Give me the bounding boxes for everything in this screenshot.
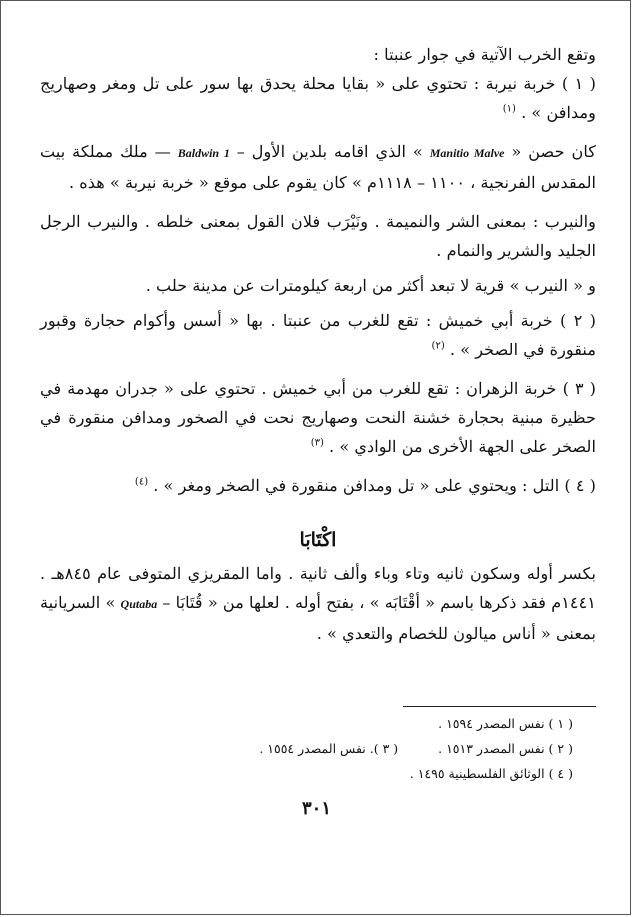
section-part-2: » السريانية بمعنى « أناس ميالون للخصام والتعدي » . — [40, 593, 596, 643]
footnote-row-3 — [173, 761, 573, 786]
footnote-4: ( ٤ ) الوثائق الفلسطينية ١٤٩٥ . — [409, 766, 573, 781]
footnote-ref-2: (٢) — [431, 340, 445, 352]
entry-1 — [40, 69, 596, 127]
footnote-3: ( ٣ ). نفس المصدر ١٥٥٤ . — [259, 741, 399, 756]
entry-3-text: ( ٣ ) خربة الزهران : تقع للغرب من أبي خميش . تحتوي على « جدران مهدمة في حظيرة مبنية بحجارة خشنة النحت وصهاريج نحت في الصخور ومدافن منقورة في الصخر على الجهة الأخرى من الوادي » . — [40, 379, 596, 456]
entry-3 — [40, 374, 596, 461]
entry-2 — [40, 306, 596, 364]
nayrab-meaning: والنيرب : بمعنى الشر والنميمة . ونَيْرَب فلان القول بمعنى خلطه . والنيرب الرجل الجليد والشرير والنمام . — [40, 212, 596, 260]
entry-4-text: ( ٤ ) التل : ويحتوي على « تل ومدافن منقورة في الصخر ومغر » . — [153, 476, 596, 495]
section-title: اكْتَابَا — [299, 529, 337, 551]
section-paragraph — [40, 559, 596, 648]
page-number: ٣٠١ — [301, 798, 331, 819]
latin-qutaba: Qutaba — [120, 597, 158, 611]
hisn-part-1: كان حصن « — [511, 142, 596, 161]
footnote-ref-3: (٣) — [310, 437, 324, 449]
footnote-1: ( ١ ) نفس المصدر ١٥٩٤ . — [438, 716, 573, 731]
footnote-divider — [403, 706, 596, 707]
hisn-part-2: » الذي اقامه بلدين الأول – — [236, 142, 423, 161]
latin-manitio: Manitio Malve — [429, 146, 505, 160]
section-part-1: بكسر أوله وسكون ثانيه وتاء وباء وألف ثانية . واما المقريزي المتوفى عام ٨٤٥هـ . ١٤٤١م فقد ذكرها باسم « أقْتَابَه » ، بفتح أوله . لعلها من « قُتَابَا – — [40, 564, 596, 612]
entry-2-text: ( ٢ ) خربة أبي خميش : تقع للغرب من عنبتا . بها « أسس وأكوام حجارة وقبور منقورة في الصخر » . — [40, 311, 597, 359]
intro-line: وتقع الخرب الآتية في جوار عنبتا : — [373, 45, 596, 64]
footnote-row-2 — [173, 736, 573, 761]
footnote-ref-4: (٤) — [134, 476, 149, 488]
hisn-paragraph — [40, 137, 596, 197]
footnote-ref-1: (١) — [502, 103, 516, 115]
hisn-part-3: — ملك مملكة بيت المقدس الفرنجية ، ١١٠٠ – ١١١٨م » كان يقوم على موقع « خربة نيربة » هذه . — [40, 142, 596, 192]
nayrab-village: و « النيرب » قرية لا تبعد أكثر من اربعة كيلومترات عن مدينة حلب . — [145, 276, 596, 295]
footnote-2: ( ٢ ) نفس المصدر ١٥١٣ . — [438, 741, 573, 756]
footnote-row-1 — [173, 711, 573, 736]
latin-baldwin: Baldwin 1 — [177, 146, 230, 160]
entry-1-text: ( ١ ) خربة نيربة : تحتوي على « بقايا محلة يحدق بها سور على تل ومغر وصهاريج ومدافن » . — [40, 74, 596, 122]
footnotes — [173, 711, 573, 786]
document-body — [40, 40, 596, 648]
entry-4 — [40, 471, 596, 500]
